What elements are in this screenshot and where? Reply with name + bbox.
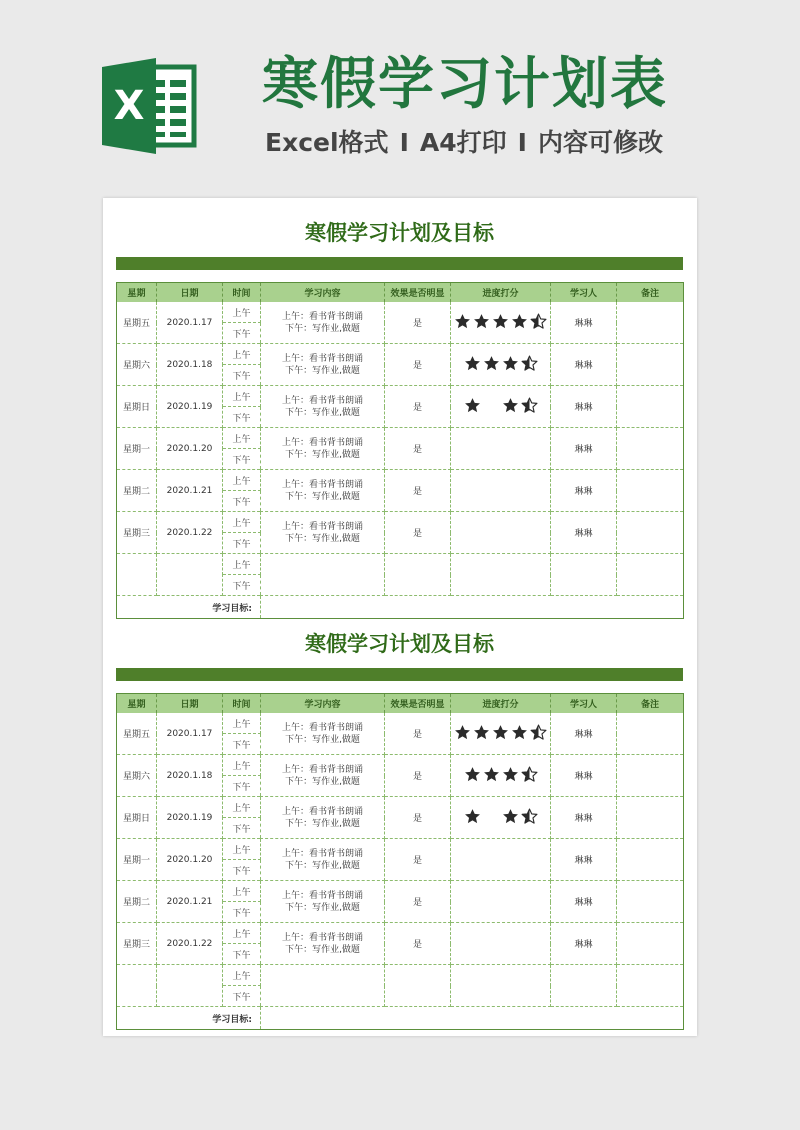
star-filled-icon	[492, 724, 509, 741]
content-morning: 上午：看书背书朗诵	[281, 890, 363, 901]
table-row	[117, 839, 684, 860]
star-filled-icon	[454, 313, 471, 330]
note-cell	[617, 713, 684, 755]
subtitle-editable: 内容可修改	[537, 128, 663, 157]
star-filled-icon	[502, 766, 519, 783]
time-afternoon-cell: 下午	[223, 449, 261, 470]
table-row	[117, 554, 684, 575]
weekday-cell: 星期二	[117, 470, 157, 512]
star-half-icon	[521, 355, 538, 372]
time-morning-cell: 上午	[223, 881, 261, 902]
effect-cell: 是	[385, 386, 451, 428]
score-cell	[451, 512, 551, 554]
content-afternoon: 下午：写作业,做题	[285, 734, 360, 745]
subtitle-format: Excel格式	[265, 128, 389, 157]
note-cell	[617, 923, 684, 965]
learner-cell: 琳琳	[551, 797, 617, 839]
content-afternoon: 下午：写作业,做题	[285, 407, 360, 418]
star-filled-icon	[473, 724, 490, 741]
content-cell	[261, 755, 385, 797]
time-afternoon-cell: 下午	[223, 860, 261, 881]
header-row	[117, 694, 684, 714]
content-morning: 上午：看书背书朗诵	[281, 932, 363, 943]
star-filled-icon	[473, 313, 490, 330]
date-cell: 2020.1.19	[157, 797, 223, 839]
weekday-cell: 星期一	[117, 428, 157, 470]
column-header-learner: 学习人	[551, 694, 617, 714]
content-afternoon: 下午：写作业,做题	[285, 533, 360, 544]
learner-cell: 琳琳	[551, 302, 617, 344]
weekday-cell: 星期二	[117, 881, 157, 923]
note-cell	[617, 428, 684, 470]
content-morning: 上午：看书背书朗诵	[281, 521, 363, 532]
weekday-cell	[117, 554, 157, 596]
score-cell	[451, 923, 551, 965]
weekday-cell: 星期三	[117, 923, 157, 965]
column-header-note: 备注	[617, 694, 684, 714]
time-morning-cell: 上午	[223, 512, 261, 533]
note-cell	[617, 755, 684, 797]
score-cell	[451, 470, 551, 512]
weekday-cell: 星期日	[117, 797, 157, 839]
content-morning: 上午：看书背书朗诵	[281, 311, 363, 322]
content-afternoon: 下午：写作业,做题	[285, 944, 360, 955]
column-header-weekday: 星期	[117, 283, 157, 303]
effect-cell	[385, 554, 451, 596]
time-morning-cell: 上午	[223, 965, 261, 986]
table-row	[117, 512, 684, 533]
time-afternoon-cell: 下午	[223, 776, 261, 797]
effect-cell: 是	[385, 344, 451, 386]
rating-stars	[454, 724, 547, 741]
time-morning-cell: 上午	[223, 923, 261, 944]
note-cell	[617, 965, 684, 1007]
plan-sheet	[116, 623, 683, 1030]
content-cell	[261, 302, 385, 344]
column-header-content: 学习内容	[261, 694, 385, 714]
date-cell: 2020.1.22	[157, 512, 223, 554]
excel-logo-letter: X	[113, 83, 145, 129]
content-cell	[261, 554, 385, 596]
content-cell	[261, 428, 385, 470]
rating-stars	[464, 355, 538, 372]
column-header-date: 日期	[157, 283, 223, 303]
content-cell	[261, 965, 385, 1007]
content-afternoon: 下午：写作业,做题	[285, 491, 360, 502]
learner-cell: 琳琳	[551, 512, 617, 554]
content-cell	[261, 881, 385, 923]
time-morning-cell: 上午	[223, 302, 261, 323]
note-cell	[617, 386, 684, 428]
star-filled-icon	[454, 724, 471, 741]
date-cell	[157, 965, 223, 1007]
table-row	[117, 470, 684, 491]
learner-cell: 琳琳	[551, 881, 617, 923]
star-filled-icon	[502, 355, 519, 372]
star-filled-icon	[464, 766, 481, 783]
learner-cell: 琳琳	[551, 470, 617, 512]
column-header-score: 进度打分	[451, 283, 551, 303]
effect-cell: 是	[385, 713, 451, 755]
star-half-icon	[521, 766, 538, 783]
star-filled-icon	[483, 355, 500, 372]
table-row	[117, 923, 684, 944]
column-header-content: 学习内容	[261, 283, 385, 303]
content-morning: 上午：看书背书朗诵	[281, 722, 363, 733]
note-cell	[617, 881, 684, 923]
score-cell	[451, 554, 551, 596]
table-row	[117, 386, 684, 407]
column-header-date: 日期	[157, 694, 223, 714]
time-afternoon-cell: 下午	[223, 533, 261, 554]
column-header-time: 时间	[223, 283, 261, 303]
content-morning: 上午：看书背书朗诵	[281, 353, 363, 364]
note-cell	[617, 512, 684, 554]
time-afternoon-cell: 下午	[223, 575, 261, 596]
score-cell	[451, 713, 551, 755]
rating-stars	[464, 397, 538, 414]
content-cell	[261, 512, 385, 554]
table-row	[117, 797, 684, 818]
content-afternoon: 下午：写作业,做题	[285, 860, 360, 871]
content-morning: 上午：看书背书朗诵	[281, 848, 363, 859]
subtitle-separator: I	[517, 128, 527, 157]
effect-cell: 是	[385, 797, 451, 839]
date-cell: 2020.1.20	[157, 839, 223, 881]
column-header-effect: 效果是否明显	[385, 283, 451, 303]
time-morning-cell: 上午	[223, 344, 261, 365]
star-filled-icon	[464, 355, 481, 372]
sheet-title: 寒假学习计划及目标	[305, 632, 494, 656]
learner-cell: 琳琳	[551, 713, 617, 755]
weekday-cell	[117, 965, 157, 1007]
effect-cell: 是	[385, 839, 451, 881]
column-header-learner: 学习人	[551, 283, 617, 303]
time-afternoon-cell: 下午	[223, 986, 261, 1007]
time-morning-cell: 上午	[223, 839, 261, 860]
star-filled-icon	[511, 313, 528, 330]
time-afternoon-cell: 下午	[223, 944, 261, 965]
table-row	[117, 344, 684, 365]
goal-label: 学习目标:	[117, 1007, 261, 1030]
document-page	[103, 198, 697, 1036]
weekday-cell: 星期六	[117, 755, 157, 797]
content-afternoon: 下午：写作业,做题	[285, 902, 360, 913]
star-half-icon	[521, 397, 538, 414]
weekday-cell: 星期五	[117, 713, 157, 755]
content-cell	[261, 470, 385, 512]
rating-stars	[464, 766, 538, 783]
subtitle-separator: I	[399, 128, 409, 157]
header-row	[117, 283, 684, 303]
learner-cell: 琳琳	[551, 386, 617, 428]
column-header-note: 备注	[617, 283, 684, 303]
column-header-score: 进度打分	[451, 694, 551, 714]
content-cell	[261, 386, 385, 428]
star-filled-icon	[492, 313, 509, 330]
time-morning-cell: 上午	[223, 470, 261, 491]
content-cell	[261, 923, 385, 965]
page-subtitle	[265, 125, 705, 161]
time-afternoon-cell: 下午	[223, 734, 261, 755]
date-cell: 2020.1.20	[157, 428, 223, 470]
date-cell: 2020.1.21	[157, 881, 223, 923]
effect-cell: 是	[385, 755, 451, 797]
rating-stars	[454, 313, 547, 330]
date-cell: 2020.1.17	[157, 302, 223, 344]
table-row	[117, 713, 684, 734]
note-cell	[617, 839, 684, 881]
star-filled-icon	[502, 397, 519, 414]
star-half-icon	[521, 808, 538, 825]
learner-cell: 琳琳	[551, 428, 617, 470]
date-cell: 2020.1.19	[157, 386, 223, 428]
content-morning: 上午：看书背书朗诵	[281, 437, 363, 448]
learner-cell: 琳琳	[551, 923, 617, 965]
column-header-effect: 效果是否明显	[385, 694, 451, 714]
time-afternoon-cell: 下午	[223, 323, 261, 344]
plan-table	[116, 282, 684, 619]
content-afternoon: 下午：写作业,做题	[285, 365, 360, 376]
score-cell	[451, 881, 551, 923]
learner-cell: 琳琳	[551, 344, 617, 386]
star-half-icon	[530, 313, 547, 330]
date-cell: 2020.1.18	[157, 344, 223, 386]
table-row	[117, 881, 684, 902]
table-row	[117, 428, 684, 449]
score-cell	[451, 302, 551, 344]
effect-cell	[385, 965, 451, 1007]
plan-table	[116, 693, 684, 1030]
date-cell: 2020.1.21	[157, 470, 223, 512]
column-header-time: 时间	[223, 694, 261, 714]
goal-label: 学习目标:	[117, 596, 261, 619]
star-half-icon	[530, 724, 547, 741]
plan-sheet	[116, 212, 683, 619]
weekday-cell: 星期三	[117, 512, 157, 554]
time-afternoon-cell: 下午	[223, 902, 261, 923]
time-afternoon-cell: 下午	[223, 365, 261, 386]
score-cell	[451, 797, 551, 839]
content-morning: 上午：看书背书朗诵	[281, 395, 363, 406]
content-morning: 上午：看书背书朗诵	[281, 764, 363, 775]
weekday-cell: 星期一	[117, 839, 157, 881]
goal-row	[117, 1007, 684, 1030]
star-filled-icon	[464, 808, 481, 825]
star-filled-icon	[464, 397, 481, 414]
table-row	[117, 302, 684, 323]
content-cell	[261, 344, 385, 386]
effect-cell: 是	[385, 470, 451, 512]
date-cell: 2020.1.22	[157, 923, 223, 965]
content-afternoon: 下午：写作业,做题	[285, 776, 360, 787]
effect-cell: 是	[385, 302, 451, 344]
note-cell	[617, 302, 684, 344]
score-cell	[451, 965, 551, 1007]
goal-value-cell	[261, 1007, 684, 1030]
time-afternoon-cell: 下午	[223, 818, 261, 839]
time-morning-cell: 上午	[223, 755, 261, 776]
content-afternoon: 下午：写作业,做题	[285, 323, 360, 334]
score-cell	[451, 344, 551, 386]
table-row	[117, 965, 684, 986]
time-afternoon-cell: 下午	[223, 491, 261, 512]
effect-cell: 是	[385, 512, 451, 554]
date-cell: 2020.1.17	[157, 713, 223, 755]
effect-cell: 是	[385, 881, 451, 923]
note-cell	[617, 344, 684, 386]
title-bar	[116, 257, 683, 270]
weekday-cell: 星期五	[117, 302, 157, 344]
note-cell	[617, 554, 684, 596]
content-cell	[261, 797, 385, 839]
time-afternoon-cell: 下午	[223, 407, 261, 428]
time-morning-cell: 上午	[223, 386, 261, 407]
effect-cell: 是	[385, 923, 451, 965]
column-header-weekday: 星期	[117, 694, 157, 714]
learner-cell: 琳琳	[551, 839, 617, 881]
content-morning: 上午：看书背书朗诵	[281, 806, 363, 817]
goal-row	[117, 596, 684, 619]
time-morning-cell: 上午	[223, 713, 261, 734]
effect-cell: 是	[385, 428, 451, 470]
page-title: 寒假学习计划表	[262, 52, 668, 117]
note-cell	[617, 797, 684, 839]
learner-cell	[551, 554, 617, 596]
excel-logo-icon	[100, 57, 202, 155]
score-cell	[451, 755, 551, 797]
star-filled-icon	[511, 724, 528, 741]
title-bar	[116, 668, 683, 681]
score-cell	[451, 428, 551, 470]
time-morning-cell: 上午	[223, 428, 261, 449]
subtitle-print: A4打印	[419, 128, 507, 157]
score-cell	[451, 386, 551, 428]
date-cell: 2020.1.18	[157, 755, 223, 797]
date-cell	[157, 554, 223, 596]
learner-cell: 琳琳	[551, 755, 617, 797]
score-cell	[451, 839, 551, 881]
goal-value-cell	[261, 596, 684, 619]
note-cell	[617, 470, 684, 512]
weekday-cell: 星期六	[117, 344, 157, 386]
star-filled-icon	[502, 808, 519, 825]
learner-cell	[551, 965, 617, 1007]
sheet-title: 寒假学习计划及目标	[305, 221, 494, 245]
star-filled-icon	[483, 766, 500, 783]
content-cell	[261, 713, 385, 755]
time-morning-cell: 上午	[223, 554, 261, 575]
content-afternoon: 下午：写作业,做题	[285, 818, 360, 829]
content-morning: 上午：看书背书朗诵	[281, 479, 363, 490]
content-cell	[261, 839, 385, 881]
time-morning-cell: 上午	[223, 797, 261, 818]
weekday-cell: 星期日	[117, 386, 157, 428]
rating-stars	[464, 808, 538, 825]
content-afternoon: 下午：写作业,做题	[285, 449, 360, 460]
table-row	[117, 755, 684, 776]
